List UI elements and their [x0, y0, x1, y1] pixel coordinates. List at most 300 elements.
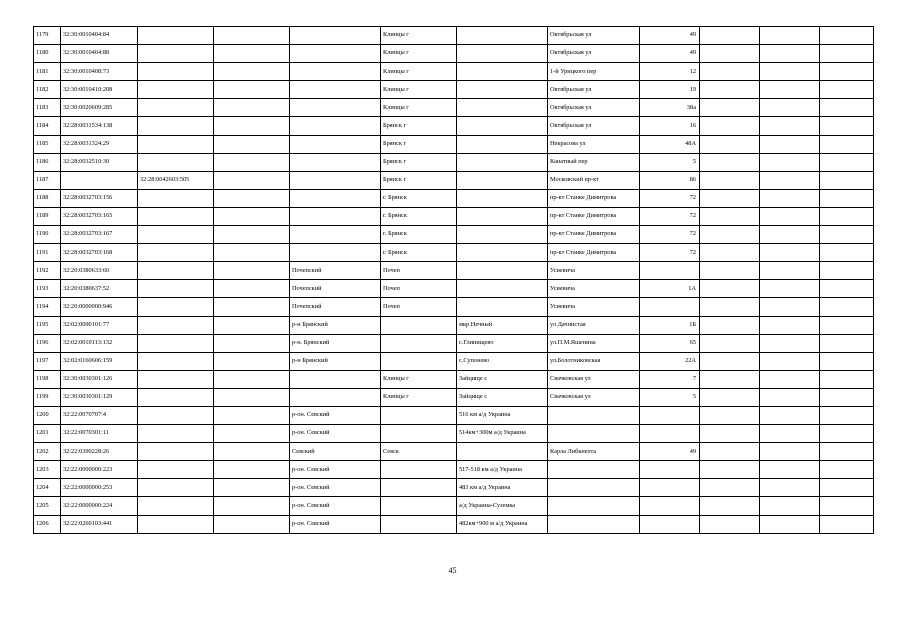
cadastral-number-cell: 32:22:0000000:223	[61, 461, 138, 479]
locality-cell: с.Супонево	[457, 352, 548, 370]
locality-cell: 516 км а/д Украина	[457, 406, 548, 424]
blank-cell	[214, 81, 290, 99]
district-cell: Севский	[290, 443, 381, 461]
house-number-cell	[640, 497, 700, 515]
blank-cell	[214, 226, 290, 244]
table-row	[34, 171, 874, 189]
extra-cell	[700, 280, 760, 298]
row-number-cell: 1180	[34, 45, 61, 63]
blank-cell	[214, 280, 290, 298]
cadastral-number-cell: 32:30:0010410:208	[61, 81, 138, 99]
alt-cadastral-number-cell	[138, 244, 214, 262]
street-cell: Некрасова ул	[548, 135, 640, 153]
street-cell: пр-кт Станке Димитрова	[548, 226, 640, 244]
alt-cadastral-number-cell	[138, 153, 214, 171]
extra-cell	[760, 135, 820, 153]
extra-cell	[760, 406, 820, 424]
row-number-cell: 1199	[34, 388, 61, 406]
extra-cell	[760, 334, 820, 352]
extra-cell	[760, 461, 820, 479]
alt-cadastral-number-cell	[138, 370, 214, 388]
locality-cell	[457, 45, 548, 63]
alt-cadastral-number-cell	[138, 406, 214, 424]
extra-cell	[820, 153, 874, 171]
alt-cadastral-number-cell	[138, 280, 214, 298]
district-cell	[290, 153, 381, 171]
cadastral-number-cell: 32:22:0000000:224	[61, 497, 138, 515]
row-number-cell: 1186	[34, 153, 61, 171]
table-row	[34, 352, 874, 370]
cadastral-number-cell: 32:28:0032510:30	[61, 153, 138, 171]
street-cell: Октябрьская ул	[548, 99, 640, 117]
row-number-cell: 1181	[34, 63, 61, 81]
street-cell	[548, 479, 640, 497]
cadastral-number-cell: 32:22:0070707:4	[61, 406, 138, 424]
alt-cadastral-number-cell	[138, 45, 214, 63]
district-cell: р-он. Севский	[290, 497, 381, 515]
cadastral-number-cell: 32:28:0032703:165	[61, 207, 138, 225]
row-number-cell: 1200	[34, 406, 61, 424]
street-cell: Свачковская ул	[548, 370, 640, 388]
city-cell	[381, 479, 457, 497]
city-cell: Клинцы г	[381, 370, 457, 388]
city-cell: г. Брянск	[381, 244, 457, 262]
table-row	[34, 45, 874, 63]
row-number-cell: 1187	[34, 171, 61, 189]
extra-cell	[700, 207, 760, 225]
row-number-cell: 1203	[34, 461, 61, 479]
alt-cadastral-number-cell	[138, 497, 214, 515]
row-number-cell: 1197	[34, 352, 61, 370]
table-row	[34, 461, 874, 479]
blank-cell	[214, 171, 290, 189]
blank-cell	[214, 117, 290, 135]
locality-cell: Зайцище с	[457, 370, 548, 388]
district-cell	[290, 99, 381, 117]
city-cell: Клинцы г	[381, 27, 457, 45]
alt-cadastral-number-cell: 32:28:0042603:505	[138, 171, 214, 189]
house-number-cell: 1Б	[640, 316, 700, 334]
locality-cell: 482км+900 м а/д Украина	[457, 515, 548, 533]
city-cell: г. Брянск	[381, 189, 457, 207]
cadastral-number-cell: 32:02:0160606:159	[61, 352, 138, 370]
street-cell: пр-кт Станке Димитрова	[548, 244, 640, 262]
extra-cell	[760, 45, 820, 63]
district-cell: р-он. Севский	[290, 406, 381, 424]
cadastral-number-cell: 32:28:0031324:29	[61, 135, 138, 153]
extra-cell	[760, 370, 820, 388]
alt-cadastral-number-cell	[138, 334, 214, 352]
table-row	[34, 388, 874, 406]
cadastral-number-cell: 32:02:0090101:77	[61, 316, 138, 334]
district-cell: Почепский	[290, 262, 381, 280]
street-cell: Свачковская ул	[548, 388, 640, 406]
blank-cell	[214, 189, 290, 207]
district-cell: Почепский	[290, 298, 381, 316]
cadastral-number-cell: 32:22:0000000:253	[61, 479, 138, 497]
house-number-cell: 49	[640, 45, 700, 63]
extra-cell	[700, 425, 760, 443]
alt-cadastral-number-cell	[138, 81, 214, 99]
extra-cell	[700, 479, 760, 497]
house-number-cell: 72	[640, 207, 700, 225]
extra-cell	[820, 479, 874, 497]
extra-cell	[760, 27, 820, 45]
cadastral-number-cell: 32:30:0030301:126	[61, 370, 138, 388]
district-cell: р-н. Брянский	[290, 334, 381, 352]
extra-cell	[820, 298, 874, 316]
row-number-cell: 1185	[34, 135, 61, 153]
locality-cell	[457, 117, 548, 135]
district-cell	[290, 135, 381, 153]
street-cell: Октябрьская ул	[548, 81, 640, 99]
table-row	[34, 244, 874, 262]
house-number-cell: 38а	[640, 99, 700, 117]
city-cell: Клинцы г	[381, 388, 457, 406]
extra-cell	[700, 388, 760, 406]
house-number-cell: 72	[640, 226, 700, 244]
blank-cell	[214, 334, 290, 352]
district-cell: р-он. Севский	[290, 425, 381, 443]
district-cell	[290, 370, 381, 388]
house-number-cell	[640, 479, 700, 497]
register-body	[34, 27, 874, 534]
extra-cell	[700, 27, 760, 45]
extra-cell	[760, 388, 820, 406]
row-number-cell: 1182	[34, 81, 61, 99]
row-number-cell: 1183	[34, 99, 61, 117]
locality-cell	[457, 63, 548, 81]
table-row	[34, 406, 874, 424]
table-row	[34, 81, 874, 99]
city-cell	[381, 515, 457, 533]
district-cell	[290, 189, 381, 207]
house-number-cell: 48А	[640, 135, 700, 153]
row-number-cell: 1195	[34, 316, 61, 334]
register-table	[33, 26, 874, 534]
house-number-cell: 12	[640, 63, 700, 81]
extra-cell	[700, 244, 760, 262]
district-cell	[290, 207, 381, 225]
extra-cell	[820, 244, 874, 262]
cadastral-number-cell: 32:28:0032703:156	[61, 189, 138, 207]
table-row	[34, 479, 874, 497]
extra-cell	[760, 515, 820, 533]
extra-cell	[820, 63, 874, 81]
house-number-cell: 22А	[640, 352, 700, 370]
house-number-cell	[640, 425, 700, 443]
row-number-cell: 1194	[34, 298, 61, 316]
extra-cell	[820, 171, 874, 189]
cadastral-number-cell: 32:30:0010408:73	[61, 63, 138, 81]
house-number-cell: 19	[640, 81, 700, 99]
cadastral-number-cell: 32:20:0000000:946	[61, 298, 138, 316]
alt-cadastral-number-cell	[138, 99, 214, 117]
street-cell	[548, 497, 640, 515]
extra-cell	[820, 316, 874, 334]
blank-cell	[214, 425, 290, 443]
street-cell: Карла Либкнехта	[548, 443, 640, 461]
blank-cell	[214, 388, 290, 406]
city-cell: Клинцы г	[381, 81, 457, 99]
cadastral-number-cell: 32:28:0032703:167	[61, 226, 138, 244]
table-row	[34, 262, 874, 280]
street-cell	[548, 425, 640, 443]
district-cell: р-он. Севский	[290, 515, 381, 533]
blank-cell	[214, 298, 290, 316]
locality-cell	[457, 81, 548, 99]
extra-cell	[760, 207, 820, 225]
cadastral-number-cell: 32:30:0020609:285	[61, 99, 138, 117]
cadastral-number-cell: 32:20:0380633:60	[61, 262, 138, 280]
alt-cadastral-number-cell	[138, 262, 214, 280]
extra-cell	[760, 280, 820, 298]
street-cell: Канатный пер	[548, 153, 640, 171]
city-cell: Брянск г	[381, 153, 457, 171]
table-row	[34, 280, 874, 298]
locality-cell: а/д Украина-Суземка	[457, 497, 548, 515]
row-number-cell: 1202	[34, 443, 61, 461]
blank-cell	[214, 207, 290, 225]
house-number-cell: 16	[640, 117, 700, 135]
alt-cadastral-number-cell	[138, 461, 214, 479]
cadastral-number-cell: 32:30:0030301:129	[61, 388, 138, 406]
extra-cell	[700, 515, 760, 533]
row-number-cell: 1196	[34, 334, 61, 352]
table-row	[34, 425, 874, 443]
extra-cell	[700, 443, 760, 461]
house-number-cell	[640, 298, 700, 316]
house-number-cell: 72	[640, 189, 700, 207]
cadastral-number-cell: 32:22:0260103:441	[61, 515, 138, 533]
extra-cell	[760, 244, 820, 262]
city-cell	[381, 497, 457, 515]
blank-cell	[214, 27, 290, 45]
extra-cell	[760, 352, 820, 370]
extra-cell	[760, 479, 820, 497]
extra-cell	[700, 226, 760, 244]
street-cell: Московский пр-кт	[548, 171, 640, 189]
city-cell	[381, 334, 457, 352]
house-number-cell: 5	[640, 388, 700, 406]
extra-cell	[820, 515, 874, 533]
extra-cell	[700, 298, 760, 316]
extra-cell	[820, 189, 874, 207]
street-cell: ул.П.М.Яшенина	[548, 334, 640, 352]
locality-cell	[457, 135, 548, 153]
extra-cell	[700, 171, 760, 189]
house-number-cell: 86	[640, 171, 700, 189]
locality-cell: мкр Нечный	[457, 316, 548, 334]
row-number-cell: 1184	[34, 117, 61, 135]
extra-cell	[760, 171, 820, 189]
alt-cadastral-number-cell	[138, 515, 214, 533]
locality-cell	[457, 99, 548, 117]
page-number: 45	[448, 566, 457, 575]
extra-cell	[700, 352, 760, 370]
extra-cell	[760, 497, 820, 515]
district-cell: р-н Брянский	[290, 316, 381, 334]
extra-cell	[820, 117, 874, 135]
district-cell	[290, 81, 381, 99]
cadastral-number-cell	[61, 171, 138, 189]
street-cell: 1-й Урицкого пер	[548, 63, 640, 81]
city-cell: Почеп	[381, 298, 457, 316]
alt-cadastral-number-cell	[138, 425, 214, 443]
extra-cell	[700, 45, 760, 63]
locality-cell	[457, 262, 548, 280]
alt-cadastral-number-cell	[138, 135, 214, 153]
blank-cell	[214, 135, 290, 153]
street-cell: ул Дачнистая	[548, 316, 640, 334]
street-cell	[548, 406, 640, 424]
extra-cell	[760, 81, 820, 99]
table-row	[34, 497, 874, 515]
alt-cadastral-number-cell	[138, 388, 214, 406]
extra-cell	[820, 388, 874, 406]
row-number-cell: 1204	[34, 479, 61, 497]
extra-cell	[820, 99, 874, 117]
blank-cell	[214, 262, 290, 280]
row-number-cell: 1191	[34, 244, 61, 262]
blank-cell	[214, 461, 290, 479]
alt-cadastral-number-cell	[138, 316, 214, 334]
locality-cell: Зайцище с	[457, 388, 548, 406]
extra-cell	[820, 334, 874, 352]
table-row	[34, 316, 874, 334]
blank-cell	[214, 63, 290, 81]
blank-cell	[214, 244, 290, 262]
locality-cell	[457, 153, 548, 171]
house-number-cell	[640, 262, 700, 280]
row-number-cell: 1201	[34, 425, 61, 443]
cadastral-number-cell: 32:28:0031534:138	[61, 117, 138, 135]
table-row	[34, 226, 874, 244]
district-cell: р-он. Севский	[290, 461, 381, 479]
locality-cell	[457, 443, 548, 461]
blank-cell	[214, 316, 290, 334]
street-cell: Усиевича	[548, 298, 640, 316]
district-cell	[290, 27, 381, 45]
cadastral-number-cell: 32:22:0390228:26	[61, 443, 138, 461]
street-cell: Усиевича	[548, 280, 640, 298]
alt-cadastral-number-cell	[138, 63, 214, 81]
table-row	[34, 153, 874, 171]
extra-cell	[760, 443, 820, 461]
row-number-cell: 1190	[34, 226, 61, 244]
extra-cell	[700, 117, 760, 135]
street-cell: пр-кт Станке Димитрова	[548, 207, 640, 225]
extra-cell	[760, 153, 820, 171]
extra-cell	[700, 81, 760, 99]
blank-cell	[214, 370, 290, 388]
blank-cell	[214, 153, 290, 171]
street-cell: Октябрьская ул	[548, 117, 640, 135]
house-number-cell: 7	[640, 370, 700, 388]
locality-cell: 514км+300м а/д Украина	[457, 425, 548, 443]
city-cell: Севск	[381, 443, 457, 461]
blank-cell	[214, 497, 290, 515]
city-cell	[381, 406, 457, 424]
district-cell: Почепский	[290, 280, 381, 298]
street-cell: Усиевича	[548, 262, 640, 280]
locality-cell	[457, 27, 548, 45]
alt-cadastral-number-cell	[138, 189, 214, 207]
district-cell	[290, 171, 381, 189]
extra-cell	[820, 27, 874, 45]
extra-cell	[820, 280, 874, 298]
house-number-cell	[640, 515, 700, 533]
cadastral-number-cell: 32:30:0010404:84	[61, 27, 138, 45]
row-number-cell: 1206	[34, 515, 61, 533]
extra-cell	[700, 153, 760, 171]
table-row	[34, 63, 874, 81]
alt-cadastral-number-cell	[138, 117, 214, 135]
locality-cell: с.Глинищево	[457, 334, 548, 352]
street-cell	[548, 461, 640, 479]
extra-cell	[700, 461, 760, 479]
city-cell: Брянск г	[381, 135, 457, 153]
district-cell	[290, 226, 381, 244]
locality-cell	[457, 244, 548, 262]
city-cell: Брянск г	[381, 117, 457, 135]
city-cell: Клинцы г	[381, 99, 457, 117]
extra-cell	[820, 461, 874, 479]
blank-cell	[214, 406, 290, 424]
extra-cell	[820, 370, 874, 388]
street-cell: Октябрьская ул	[548, 45, 640, 63]
district-cell: р-он. Севский	[290, 479, 381, 497]
street-cell: ул.Болотниковская	[548, 352, 640, 370]
locality-cell: 517-518 км а/д Украина	[457, 461, 548, 479]
extra-cell	[760, 316, 820, 334]
alt-cadastral-number-cell	[138, 226, 214, 244]
extra-cell	[700, 135, 760, 153]
extra-cell	[820, 135, 874, 153]
house-number-cell: 5	[640, 153, 700, 171]
street-cell	[548, 515, 640, 533]
blank-cell	[214, 443, 290, 461]
city-cell: Клинцы г	[381, 45, 457, 63]
extra-cell	[760, 425, 820, 443]
row-number-cell: 1189	[34, 207, 61, 225]
table-row	[34, 27, 874, 45]
locality-cell: 483 км а/д Украина	[457, 479, 548, 497]
table-row	[34, 189, 874, 207]
alt-cadastral-number-cell	[138, 207, 214, 225]
locality-cell	[457, 298, 548, 316]
district-cell	[290, 63, 381, 81]
locality-cell	[457, 226, 548, 244]
city-cell: г. Брянск	[381, 226, 457, 244]
extra-cell	[760, 189, 820, 207]
locality-cell	[457, 171, 548, 189]
row-number-cell: 1193	[34, 280, 61, 298]
city-cell	[381, 425, 457, 443]
alt-cadastral-number-cell	[138, 298, 214, 316]
row-number-cell: 1192	[34, 262, 61, 280]
city-cell: г. Брянск	[381, 207, 457, 225]
extra-cell	[700, 189, 760, 207]
street-cell: Октябрьская ул	[548, 27, 640, 45]
extra-cell	[820, 45, 874, 63]
row-number-cell: 1188	[34, 189, 61, 207]
extra-cell	[700, 406, 760, 424]
table-row	[34, 334, 874, 352]
district-cell	[290, 244, 381, 262]
extra-cell	[760, 99, 820, 117]
extra-cell	[700, 370, 760, 388]
